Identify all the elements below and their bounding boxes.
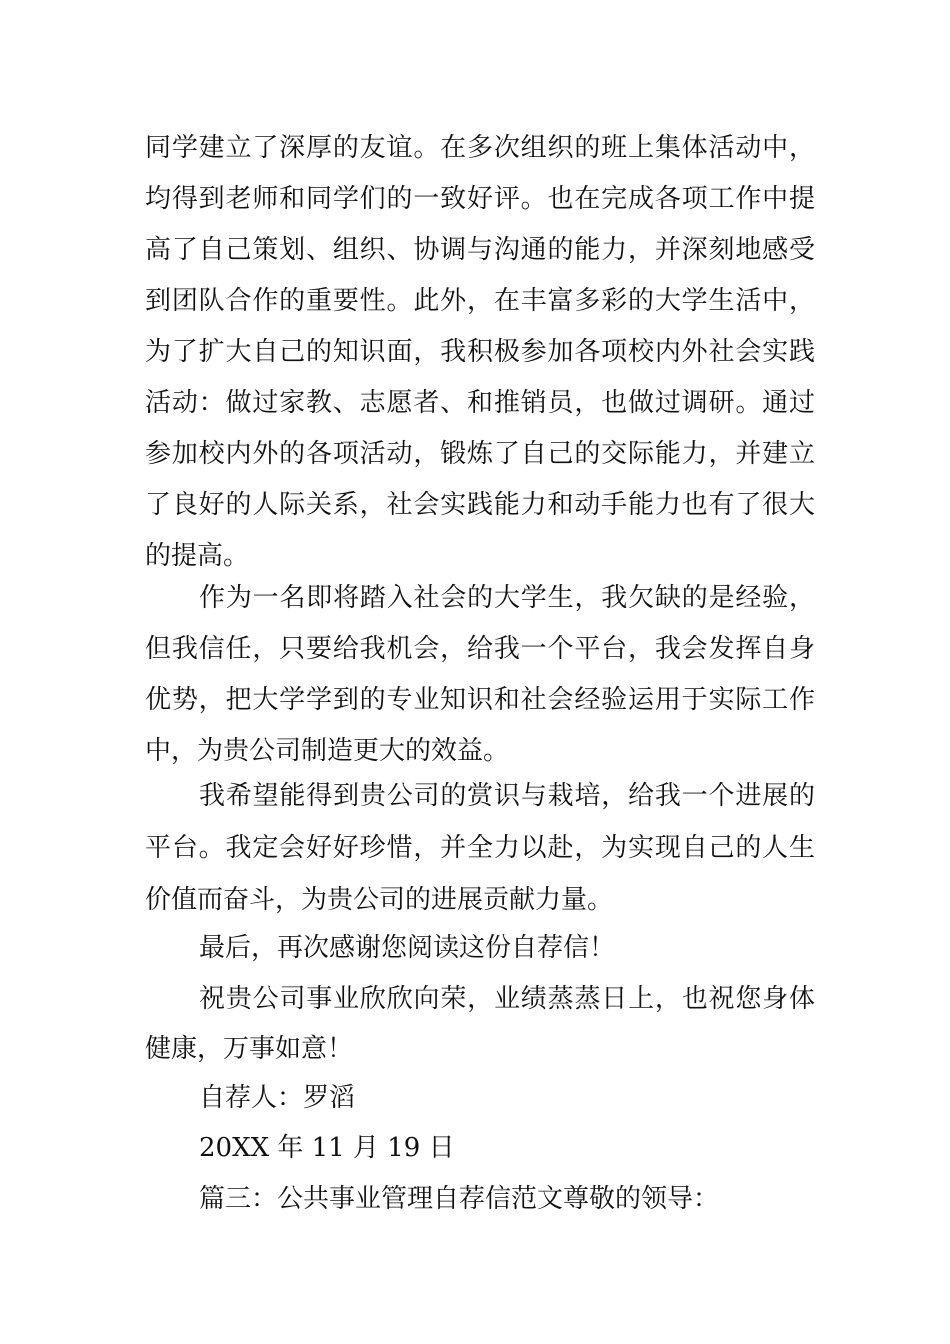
paragraph-line: 同学建立了深厚的友谊。在多次组织的班上集体活动中， <box>145 133 815 163</box>
paragraph-line: 均得到老师和同学们的一致好评。也在完成各项工作中提 <box>145 184 815 214</box>
paragraph-line: 作为一名即将踏入社会的大学生，我欠缺的是经验， <box>199 583 815 613</box>
section-heading: 篇三：公共事业管理自荐信范文尊敬的领导： <box>199 1184 720 1214</box>
date: 20XX 年 11 月 19 日 <box>199 1133 455 1163</box>
paragraph-line: 我希望能得到贵公司的赏识与栽培，给我一个进展的 <box>199 781 815 811</box>
paragraph-line: 为了扩大自己的知识面，我积极参加各项校内外社会实践 <box>145 337 815 367</box>
paragraph-line: 平台。我定会好好珍惜，并全力以赴，为实现自己的人生 <box>145 833 815 863</box>
paragraph-line: 优势，把大学学到的专业知识和社会经验运用于实际工作 <box>145 685 815 715</box>
paragraph-line: 高了自己策划、组织、协调与沟通的能力，并深刻地感受 <box>145 235 815 265</box>
paragraph-line: 价值而奋斗，为贵公司的进展贡献力量。 <box>145 885 614 915</box>
paragraph-line: 了良好的人际关系，社会实践能力和动手能力也有了很大 <box>145 490 815 520</box>
paragraph-line: 活动：做过家教、志愿者、和推销员，也做过调研。通过 <box>145 388 815 418</box>
paragraph-line: 但我信任，只要给我机会，给我一个平台，我会发挥自身 <box>145 634 815 664</box>
paragraph-line: 参加校内外的各项活动，锻炼了自己的交际能力，并建立 <box>145 439 815 469</box>
paragraph-line: 中，为贵公司制造更大的效益。 <box>145 736 510 766</box>
closing-thanks: 最后，再次感谢您阅读这份自荐信！ <box>199 933 616 963</box>
paragraph-line: 到团队合作的重要性。此外，在丰富多彩的大学生活中， <box>145 286 815 316</box>
signature: 自荐人：罗滔 <box>199 1083 356 1113</box>
paragraph-line: 健康，万事如意！ <box>145 1034 354 1064</box>
paragraph-line: 祝贵公司事业欣欣向荣，业绩蒸蒸日上，也祝您身体 <box>199 984 815 1014</box>
paragraph-line: 的提高。 <box>145 541 250 571</box>
